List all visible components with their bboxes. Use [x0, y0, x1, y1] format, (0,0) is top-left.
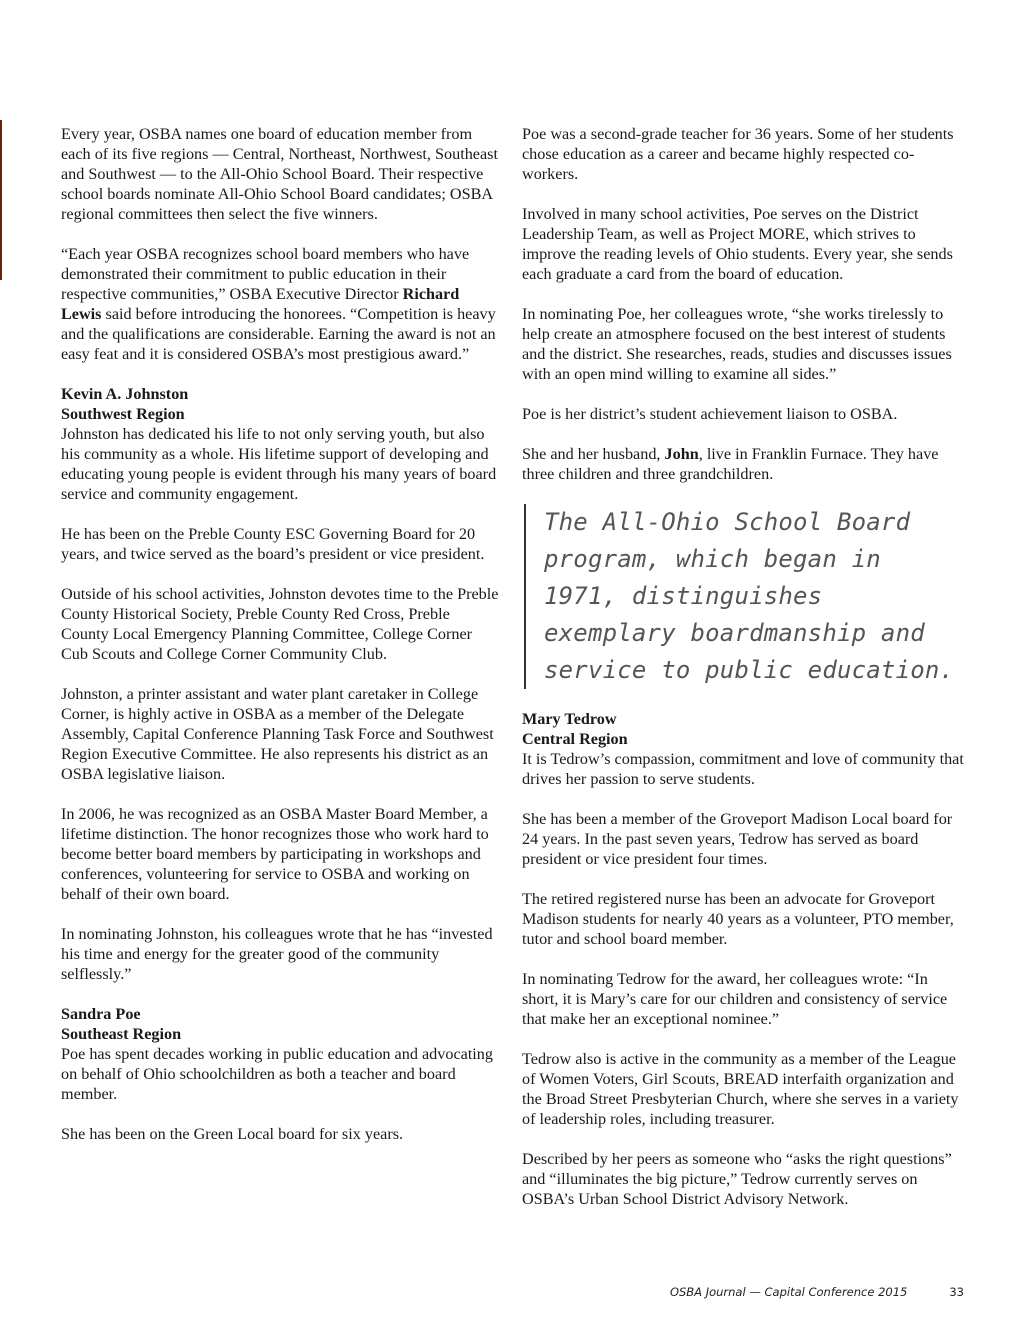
- honoree-region-tedrow: Central Region: [522, 730, 628, 748]
- poe-paragraph-7: [522, 444, 967, 484]
- johnston-paragraph-3: Outside of his school activities, Johnston devotes time to the Preble County Historical Society, Preble County Red Cross, Preble County Local Emergency Planning Committee, College Corner Cub Scouts and College Corner Community Club.: [61, 585, 499, 663]
- poe-paragraph-4: Involved in many school activities, Poe serves on the District Leadership Team, as well as Project MORE, which strives to improve the reading levels of Ohio students. Every year, she sends each graduate a card from the board of education.: [522, 205, 953, 283]
- page-number: 33: [949, 1285, 964, 1299]
- left-column: [61, 124, 501, 1164]
- page-footer: [670, 1285, 964, 1299]
- intro-paragraph-1: Every year, OSBA names one board of education member from each of its five regions — Central, Northeast, Northwest, Southeast and Southwest — to the All-Ohio School Board. Their respective school boards nominate All-Ohio School Board candidates; OSBA regional committees then select the five winners.: [61, 125, 498, 223]
- honoree-region-johnston: Southwest Region: [61, 405, 185, 423]
- honoree-region-poe: Southeast Region: [61, 1025, 182, 1043]
- intro-quote-part-1: “Each year OSBA recognizes school board members who have demonstrated their commitment to public education in their respective communities,” OSBA Executive Director: [61, 245, 470, 303]
- poe-paragraph-6: Poe is her district’s student achievement liaison to OSBA.: [522, 405, 898, 423]
- honoree-name-tedrow: Mary Tedrow: [522, 710, 617, 728]
- poe-paragraph-3: Poe was a second-grade teacher for 36 years. Some of her students chose education as a career and became highly respected co-workers.: [522, 125, 954, 183]
- johnston-paragraph-1: Johnston has dedicated his life to not only serving youth, but also his community as a whole. His lifetime support of developing and educating young people is evident through his many years of board service and community engagement.: [61, 425, 497, 503]
- poe-family-part-1: She and her husband,: [522, 445, 665, 463]
- johnston-paragraph-4: Johnston, a printer assistant and water plant caretaker in College Corner, is highly active in OSBA as a member of the Delegate Assembly, Capital Conference Planning Task Force and Southwest Region Executive Committee. He also represents his district as an OSBA legislative liaison.: [61, 685, 494, 783]
- honoree-name-poe: Sandra Poe: [61, 1005, 141, 1023]
- tedrow-paragraph-4: In nominating Tedrow for the award, her colleagues wrote: “In short, it is Mary’s care for our children and consistency of service that make her an exceptional nominee.”: [522, 970, 948, 1028]
- pull-quote: The All-Ohio School Board program, which began in 1971, distinguishes exemplary boardmanship and service to public education.: [524, 504, 967, 689]
- executive-director-name: Richard Lewis: [61, 285, 460, 323]
- footer-journal-title: OSBA Journal — Capital Conference 2015: [669, 1285, 908, 1299]
- johnston-paragraph-2: He has been on the Preble County ESC Governing Board for 20 years, and twice served as the board’s president or vice president.: [61, 525, 485, 563]
- poe-paragraph-1: Poe has spent decades working in public education and advocating on behalf of Ohio schoolchildren as both a teacher and board member.: [61, 1045, 493, 1103]
- tedrow-paragraph-1: It is Tedrow’s compassion, commitment and love of community that drives her passion to serve students.: [522, 750, 964, 788]
- intro-quote-part-2: said before introducing the honorees. “Competition is heavy and the qualifications are considerable. Earning the award is not an easy feat and it is considered OSBA’s most prestigious award.”: [61, 305, 496, 363]
- tedrow-paragraph-5: Tedrow also is active in the community as a member of the League of Women Voters, Girl Scouts, BREAD interfaith organization and the Broad Street Presbyterian Church, where she serves in a variety of leadership roles, including treasurer.: [522, 1050, 959, 1128]
- margin-accent-rule: [0, 120, 2, 280]
- tedrow-paragraph-6: Described by her peers as someone who “asks the right questions” and “illuminates the big picture,” Tedrow currently serves on OSBA’s Urban School District Advisory Network.: [522, 1150, 952, 1208]
- spouse-name: John: [664, 445, 699, 463]
- tedrow-paragraph-3: The retired registered nurse has been an advocate for Groveport Madison students for nearly 40 years as a volunteer, PTO member, tutor and school board member.: [522, 890, 954, 948]
- johnston-paragraph-5: In 2006, he was recognized as an OSBA Master Board Member, a lifetime distinction. The honor recognizes those who work hard to become better board members by participating in workshops and conferences, volunteering for service to OSBA and working on behalf of their own board.: [61, 805, 489, 903]
- poe-paragraph-2: She has been on the Green Local board for six years.: [61, 1125, 404, 1143]
- tedrow-paragraph-2: She has been a member of the Groveport Madison Local board for 24 years. In the past seven years, Tedrow has served as board president or vice president four times.: [522, 810, 953, 868]
- intro-paragraph-2: [61, 244, 501, 364]
- johnston-paragraph-6: In nominating Johnston, his colleagues wrote that he has “invested his time and energy for the greater good of the community selflessly.”: [61, 925, 493, 983]
- honoree-name-johnston: Kevin A. Johnston: [61, 385, 189, 403]
- poe-paragraph-5: In nominating Poe, her colleagues wrote, “she works tirelessly to help create an atmosphere focused on the best interest of students and the district. She researches, reads, studies and discusses issues with an open mind willing to examine all sides.”: [522, 305, 952, 383]
- right-column: [522, 124, 967, 1209]
- poe-family-part-2: , live in Franklin Furnace. They have three children and three grandchildren.: [522, 445, 939, 483]
